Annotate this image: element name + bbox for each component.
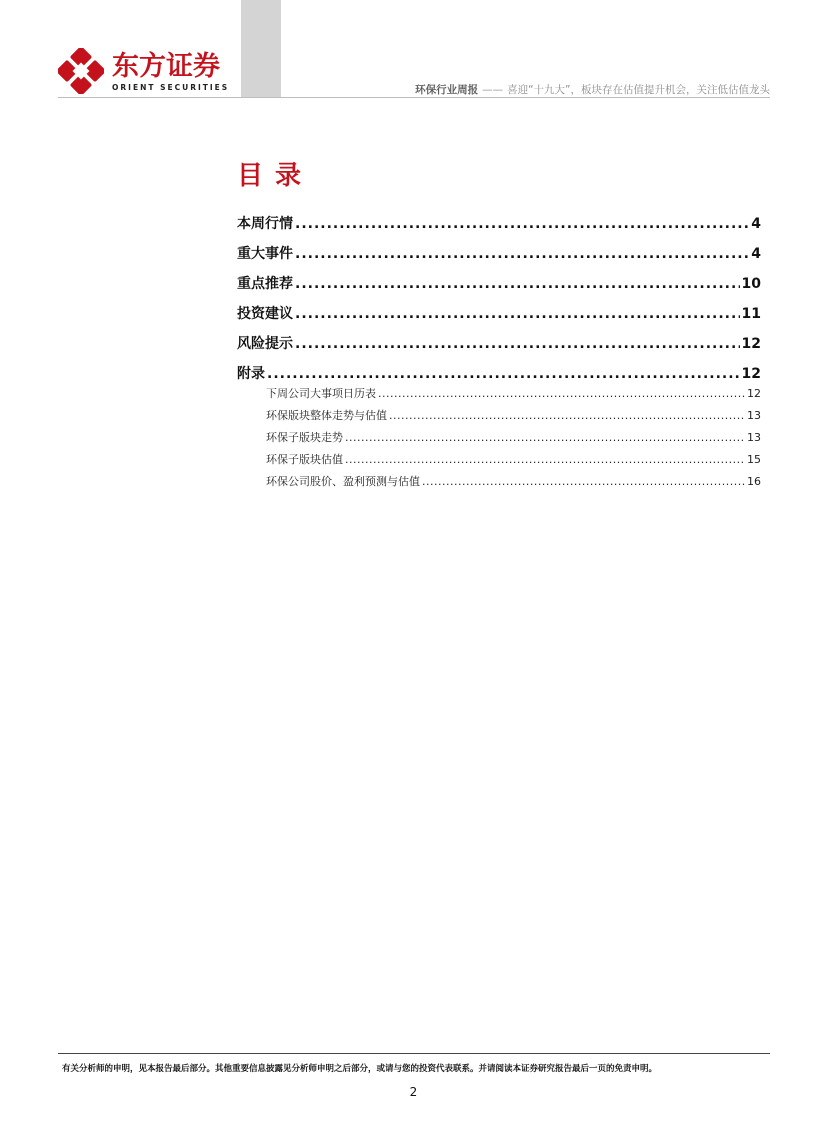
toc-entry-label: 附录 <box>237 366 265 382</box>
toc-entry-page: 10 <box>741 276 761 292</box>
toc-subentry[interactable] <box>237 429 761 445</box>
toc-title: 目录 <box>237 161 314 191</box>
toc-entry[interactable] <box>237 213 761 233</box>
report-type: 环保行业周报 <box>415 84 479 96</box>
toc-entry-label: 投资建议 <box>237 306 293 322</box>
toc-leader <box>378 387 745 400</box>
toc-subentry[interactable] <box>237 451 761 467</box>
report-header <box>415 82 770 97</box>
header-divider <box>58 97 770 98</box>
toc-entry-label: 本周行情 <box>237 216 293 232</box>
toc-leader <box>345 453 745 466</box>
toc-subentry-label: 环保子版块走势 <box>266 431 343 444</box>
toc-subentry-page: 13 <box>747 409 761 422</box>
toc-subentry-label: 环保子版块估值 <box>266 453 343 466</box>
toc-entry[interactable] <box>237 273 761 293</box>
toc-entry-page: 12 <box>741 336 761 352</box>
toc-subentry-page: 16 <box>747 475 761 488</box>
footer-disclaimer: 有关分析师的申明，见本报告最后部分。其他重要信息披露见分析师申明之后部分，或请与您的投资代表联系。并请阅读本证券研究报告最后一页的免责申明。 <box>62 1064 658 1074</box>
toc-subentry-page: 13 <box>747 431 761 444</box>
logo-name-cn: 东方证券 <box>112 51 220 82</box>
toc-leader <box>389 409 745 422</box>
toc-subentry-label: 环保版块整体走势与估值 <box>266 409 387 422</box>
toc-entry-page: 12 <box>741 366 761 382</box>
toc-entry-label: 重大事件 <box>237 246 293 262</box>
header-grey-tab <box>241 0 281 97</box>
toc-leader <box>295 306 740 322</box>
toc-leader <box>345 431 745 444</box>
header-dash: —— <box>482 84 504 96</box>
toc-entry-label: 风险提示 <box>237 336 293 352</box>
toc-leader <box>267 366 740 382</box>
toc-entry[interactable] <box>237 333 761 353</box>
toc-subentry-page: 15 <box>747 453 761 466</box>
toc-entry-page: 11 <box>741 306 761 322</box>
toc-leader <box>295 336 740 352</box>
toc-entry[interactable] <box>237 303 761 323</box>
toc-entry[interactable] <box>237 243 761 263</box>
toc-entry-label: 重点推荐 <box>237 276 293 292</box>
toc-leader <box>295 216 749 232</box>
report-subtitle: 喜迎“十九大”，板块存在估值提升机会，关注低估值龙头 <box>507 84 770 96</box>
toc-entry-page: 4 <box>751 246 761 262</box>
page-number: 2 <box>409 1085 418 1099</box>
toc-subentry-label: 下周公司大事项日历表 <box>266 387 376 400</box>
toc-leader <box>422 475 745 488</box>
toc-subentry[interactable] <box>237 473 761 489</box>
toc-entry-page: 4 <box>751 216 761 232</box>
toc-leader <box>295 246 749 262</box>
toc-entry[interactable] <box>237 363 761 383</box>
footer-divider <box>58 1053 770 1054</box>
toc-subentry[interactable] <box>237 407 761 423</box>
toc-subentry-label: 环保公司股价、盈利预测与估值 <box>266 475 420 488</box>
orient-logo-icon <box>58 48 104 94</box>
logo-name-en: ORIENT SECURITIES <box>112 83 230 92</box>
toc-leader <box>295 276 740 292</box>
toc-subentry[interactable] <box>237 385 761 401</box>
toc-subentry-page: 12 <box>747 387 761 400</box>
